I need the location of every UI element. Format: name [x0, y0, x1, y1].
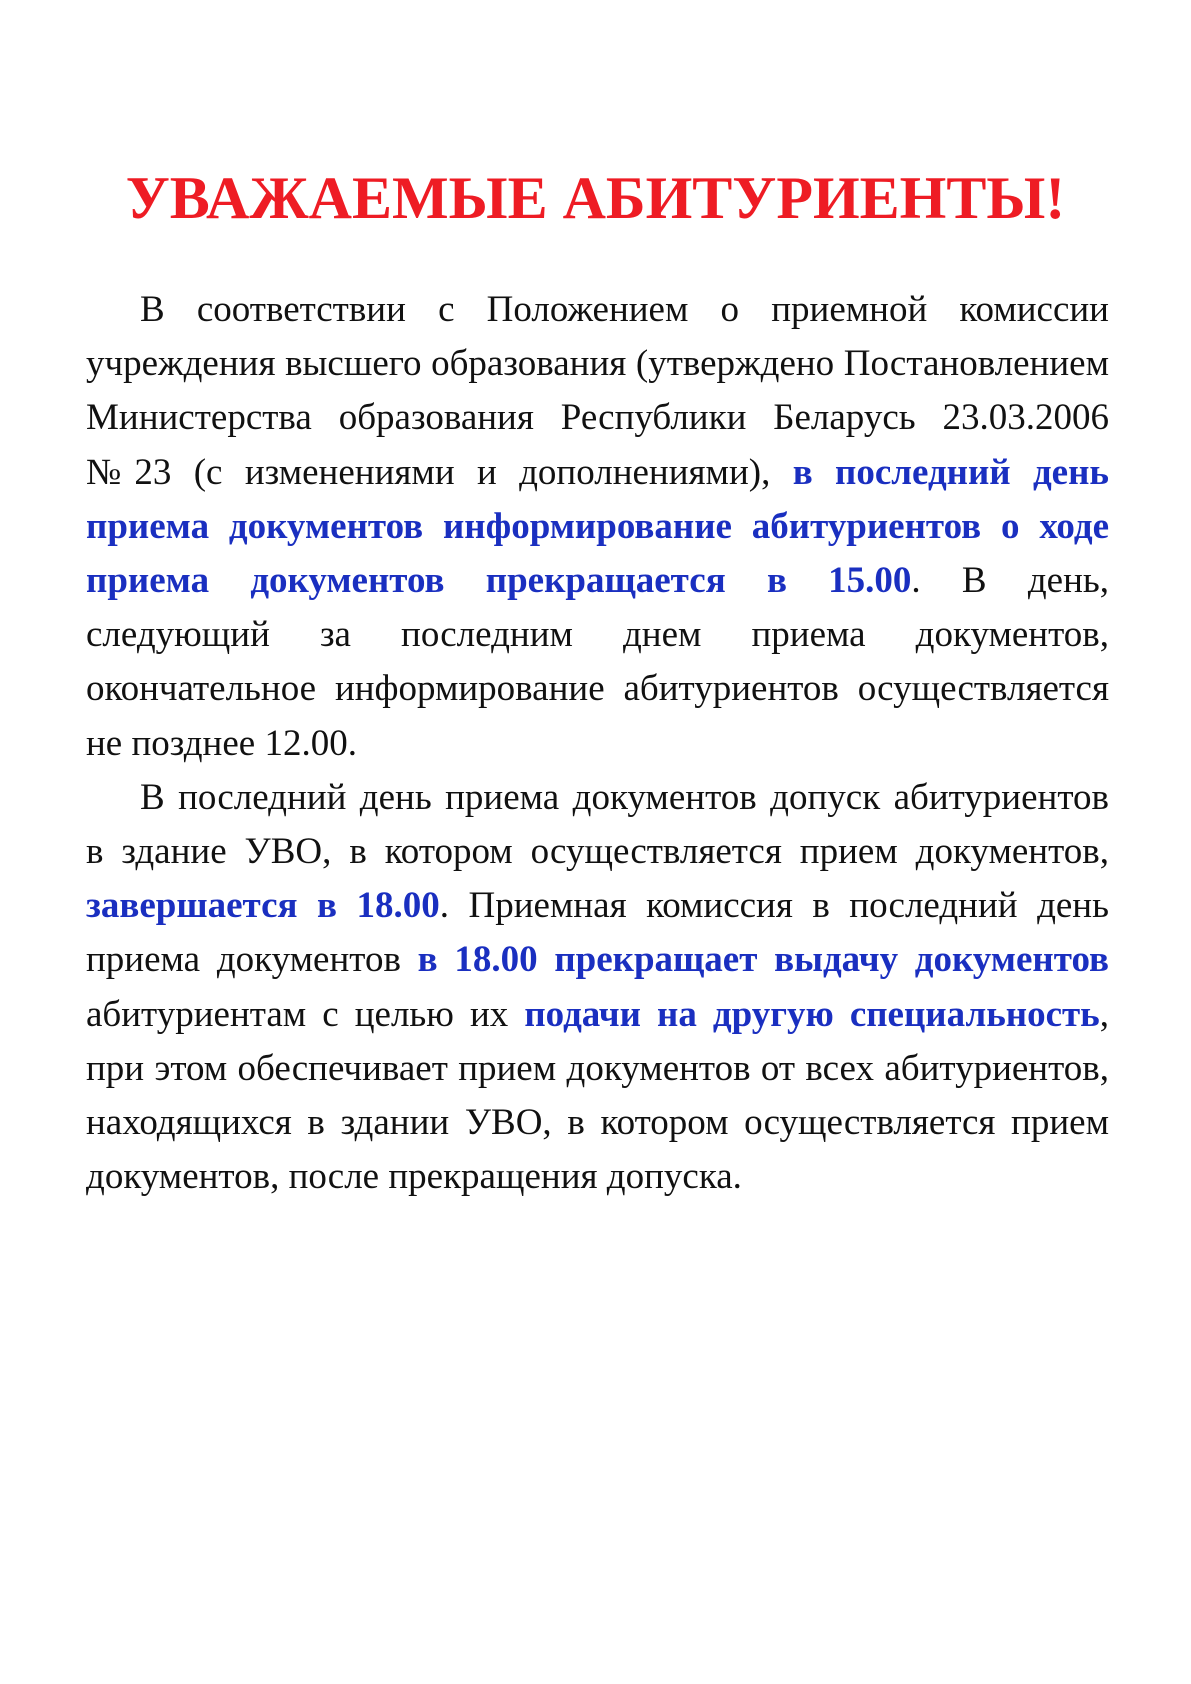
paragraph-1-highlight-1: в последний день приема документов информирование абитуриентов о ходе приема документов прекращается в 15.00: [86, 451, 1109, 602]
paragraph-2-highlight-2: в 18.00 прекращает выдачу документов: [417, 939, 1110, 981]
paragraph-1-text-1: В соответствии с Положением о приемной комиссии учреждения высшего образования (утверждено Постановлением Министерства образования Республики Беларусь 23.03.2006 №23 (с изменениями и дополнениями),: [86, 289, 1109, 493]
paragraph-2: [86, 771, 1109, 1205]
paragraph-2-text-4: , при этом обеспечивает прием документов от всех абитуриентов, находящихся в здании УВО, в котором осуществляется прием документов, после прекращения допуска.: [86, 993, 1109, 1198]
paragraph-2-highlight-1: завершается в 18.00: [86, 885, 440, 927]
paragraph-1-text-2: . В день, следующий за последним днем приема документов, окончательное информирование абитуриентов осуществляется не позднее 12.00.: [86, 560, 1109, 764]
paragraph-2-text-3: абитуриентам с целью их: [86, 993, 525, 1035]
paragraph-1: [86, 283, 1109, 771]
paragraph-2-text-1: В последний день приема документов допуск абитуриентов в здание УВО, в котором осуществляется прием документов,: [86, 776, 1109, 873]
document-body: [86, 283, 1109, 1204]
paragraph-2-highlight-3: подачи на другую специальность: [524, 993, 1100, 1035]
paragraph-2-text-2: . Приемная комиссия в последний день приема документов: [86, 885, 1109, 981]
page-title: УВАЖАЕМЫЕ АБИТУРИЕНТЫ!: [125, 165, 1066, 231]
